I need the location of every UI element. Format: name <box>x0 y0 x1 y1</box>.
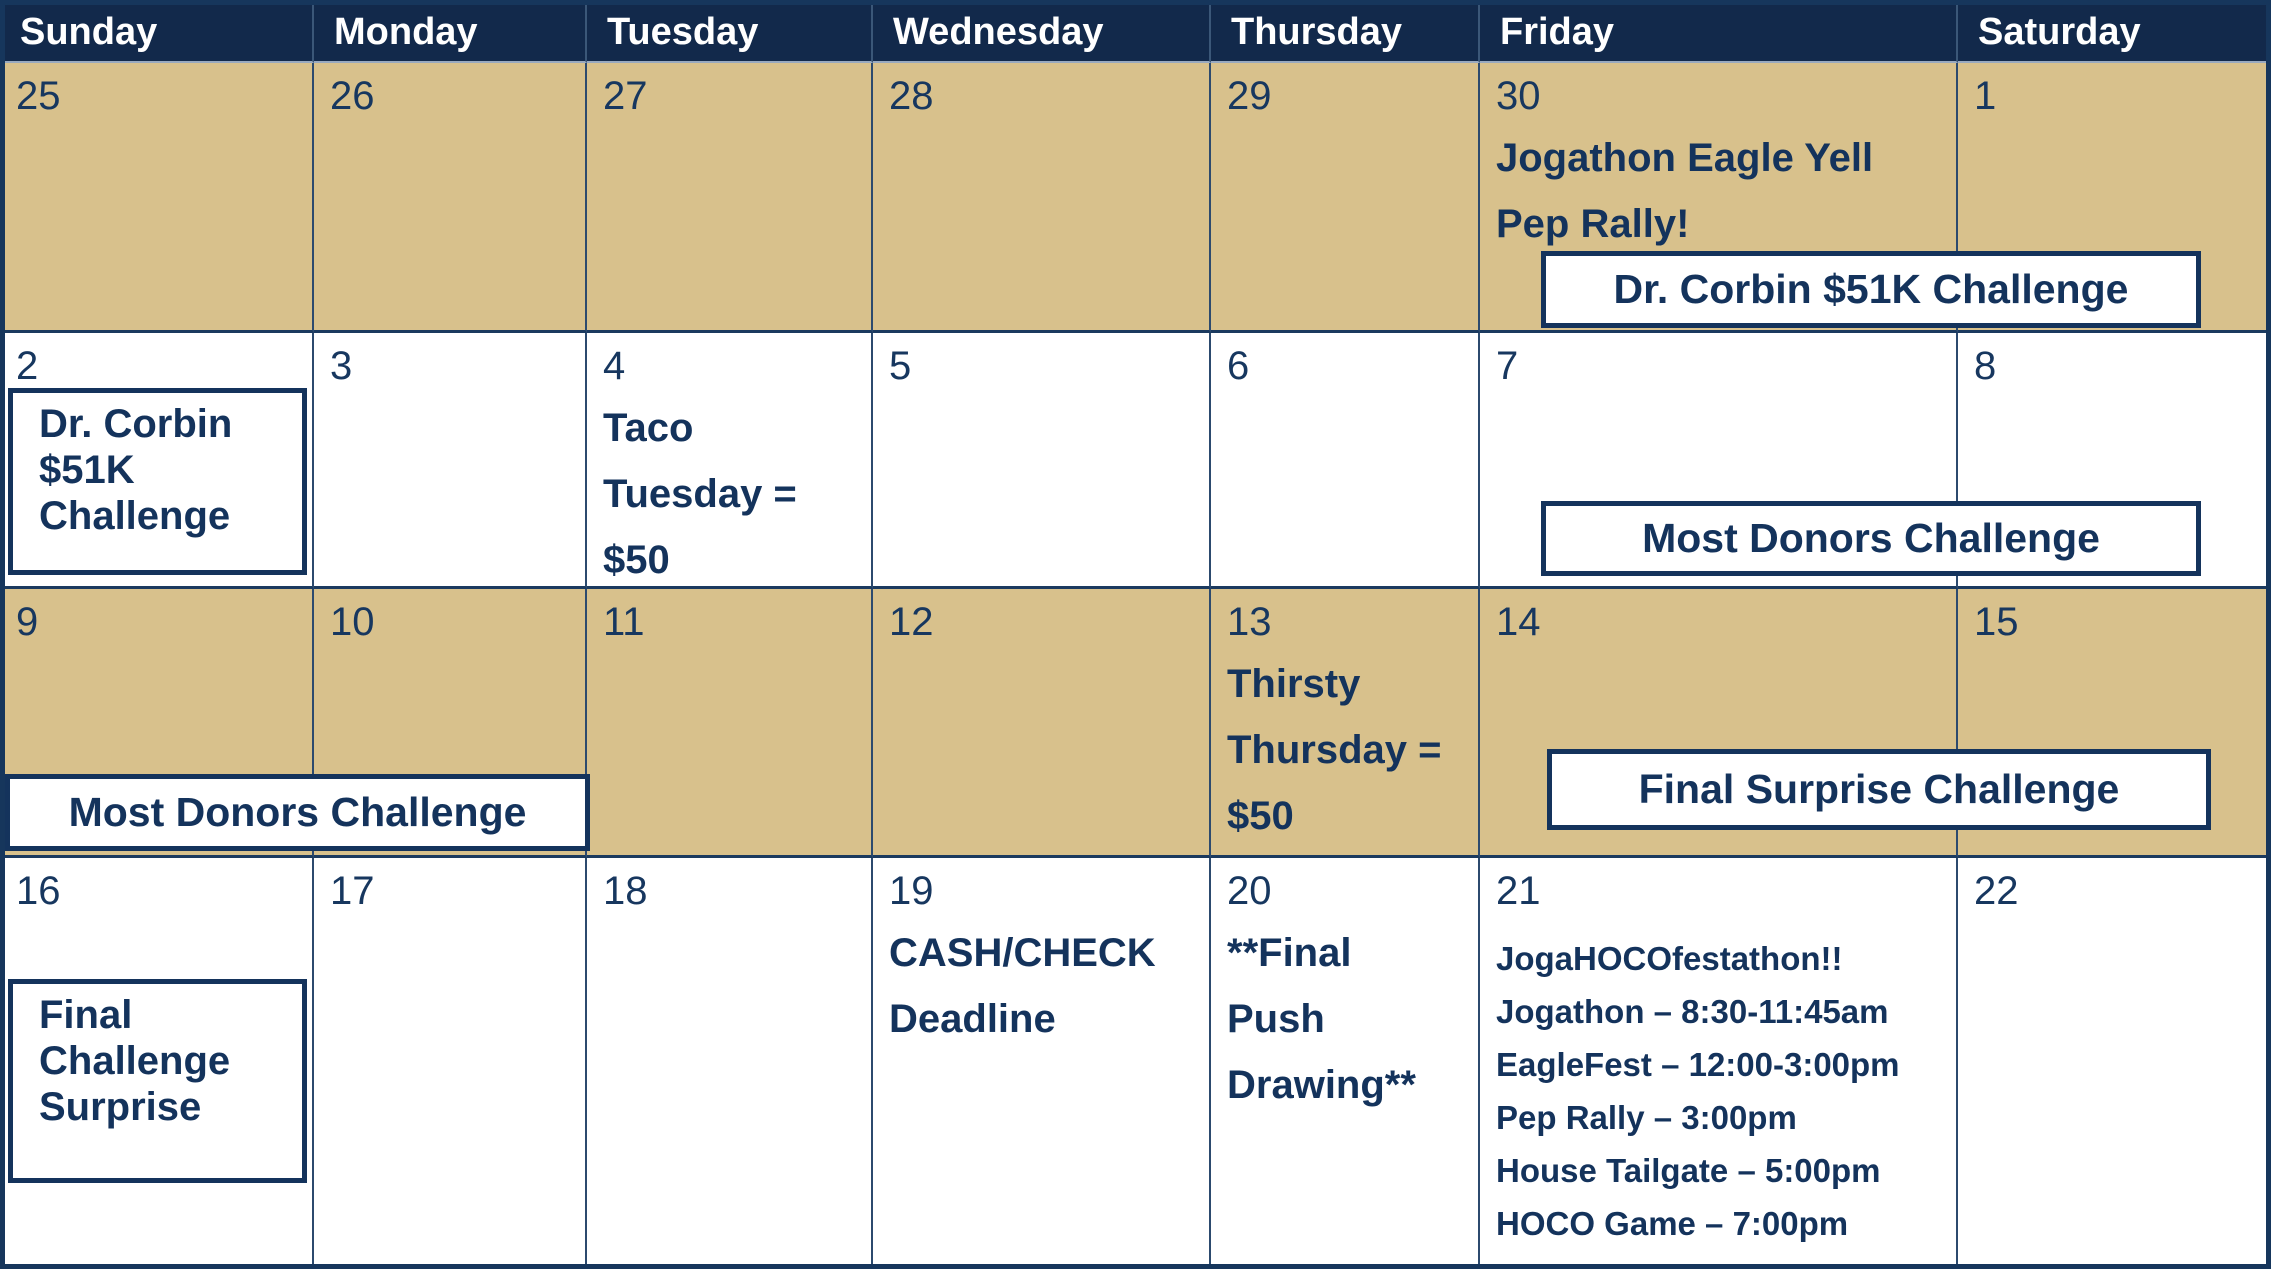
date-number: 4 <box>603 344 626 388</box>
event-text <box>603 395 865 593</box>
day-cell-12 <box>873 589 1211 858</box>
event-text <box>1227 920 1472 1118</box>
day-cell-5 <box>873 333 1211 589</box>
day-cell-18 <box>587 858 873 1269</box>
event-line: Pep Rally! <box>1496 202 1690 246</box>
date-number: 22 <box>1974 869 2019 913</box>
event-text <box>1496 932 1950 1250</box>
event-box-final-challenge-surprise <box>8 979 307 1183</box>
date-number: 10 <box>330 600 375 644</box>
day-cell-19 <box>873 858 1211 1269</box>
event-line: Tuesday = <box>603 472 797 516</box>
day-cell-28 <box>873 63 1211 333</box>
day-cell-3 <box>314 333 587 589</box>
event-line: Thirsty <box>1227 662 1361 706</box>
event-line: Taco <box>603 406 694 450</box>
event-line: Push <box>1227 997 1325 1041</box>
date-number: 28 <box>889 74 934 118</box>
day-cell-4 <box>587 333 873 589</box>
event-box-dr-corbin-51k-challenge <box>8 388 307 575</box>
day-cell-27 <box>587 63 873 333</box>
day-cell-21 <box>1480 858 1958 1269</box>
event-line: Dr. Corbin <box>39 402 233 446</box>
schedule-line: Jogathon – 8:30-11:45am <box>1496 993 1889 1030</box>
date-number: 20 <box>1227 869 1272 913</box>
banner-dr-corbin-51k-challenge: Dr. Corbin $51K Challenge <box>1541 251 2201 328</box>
event-line: Drawing** <box>1227 1063 1416 1107</box>
date-number: 8 <box>1974 344 1997 388</box>
day-name-label: Saturday <box>1978 11 2141 53</box>
event-line: Deadline <box>889 997 1056 1041</box>
day-cell-17 <box>314 858 587 1269</box>
date-number: 16 <box>16 869 61 913</box>
schedule-line: Pep Rally – 3:00pm <box>1496 1099 1797 1136</box>
header-cell-sunday <box>0 0 314 63</box>
date-number: 5 <box>889 344 912 388</box>
day-cell-25 <box>0 63 314 333</box>
day-name-label: Friday <box>1500 11 1615 53</box>
schedule-line: EagleFest – 12:00-3:00pm <box>1496 1046 1900 1083</box>
header-cell-wednesday <box>873 0 1211 63</box>
date-number: 29 <box>1227 74 1272 118</box>
event-line: Thursday = <box>1227 728 1442 772</box>
date-number: 14 <box>1496 600 1541 644</box>
date-number: 6 <box>1227 344 1250 388</box>
event-line: $51K <box>39 448 135 492</box>
banner-most-donors-challenge-sun-mon: Most Donors Challenge <box>5 774 590 851</box>
header-cell-saturday <box>1958 0 2271 63</box>
day-cell-11 <box>587 589 873 858</box>
date-number: 18 <box>603 869 648 913</box>
date-number: 12 <box>889 600 934 644</box>
day-name-label: Thursday <box>1231 11 1403 53</box>
date-number: 9 <box>16 600 39 644</box>
event-line: Final <box>39 993 133 1037</box>
header-cell-friday <box>1480 0 1958 63</box>
schedule-line: House Tailgate – 5:00pm <box>1496 1152 1881 1189</box>
date-number: 17 <box>330 869 375 913</box>
day-cell-22 <box>1958 858 2271 1269</box>
day-name-label: Sunday <box>20 11 158 53</box>
event-line: CASH/CHECK <box>889 931 1156 975</box>
event-text <box>889 920 1203 1052</box>
header-cell-thursday <box>1211 0 1480 63</box>
event-line: Challenge <box>39 1039 231 1083</box>
event-text <box>1496 125 1950 257</box>
date-number: 13 <box>1227 600 1272 644</box>
day-name-label: Tuesday <box>607 11 759 53</box>
date-number: 25 <box>16 74 61 118</box>
event-line: Challenge <box>39 494 231 538</box>
date-number: 7 <box>1496 344 1519 388</box>
header-cell-monday <box>314 0 587 63</box>
banner-most-donors-challenge-fri-sat: Most Donors Challenge <box>1541 501 2201 576</box>
date-number: 19 <box>889 869 934 913</box>
schedule-line: HOCO Game – 7:00pm <box>1496 1205 1849 1242</box>
event-line: Surprise <box>39 1085 202 1129</box>
event-line: $50 <box>603 538 670 582</box>
date-number: 1 <box>1974 74 1997 118</box>
date-number: 27 <box>603 74 648 118</box>
date-number: 3 <box>330 344 353 388</box>
date-number: 30 <box>1496 74 1541 118</box>
header-cell-tuesday <box>587 0 873 63</box>
event-text <box>1227 651 1472 849</box>
event-line: $50 <box>1227 794 1294 838</box>
date-number: 26 <box>330 74 375 118</box>
day-name-label: Monday <box>334 11 478 53</box>
day-cell-20 <box>1211 858 1480 1269</box>
banner-final-surprise-challenge: Final Surprise Challenge <box>1547 749 2211 830</box>
date-number: 21 <box>1496 869 1541 913</box>
event-title: JogaHOCOfestathon!! <box>1496 940 1843 977</box>
date-number: 15 <box>1974 600 2019 644</box>
date-number: 11 <box>603 600 645 644</box>
day-name-label: Wednesday <box>893 11 1104 53</box>
day-cell-13 <box>1211 589 1480 858</box>
day-cell-6 <box>1211 333 1480 589</box>
day-cell-26 <box>314 63 587 333</box>
event-line: Jogathon Eagle Yell <box>1496 136 1874 180</box>
event-line: **Final <box>1227 931 1352 975</box>
date-number: 2 <box>16 344 39 388</box>
day-cell-29 <box>1211 63 1480 333</box>
